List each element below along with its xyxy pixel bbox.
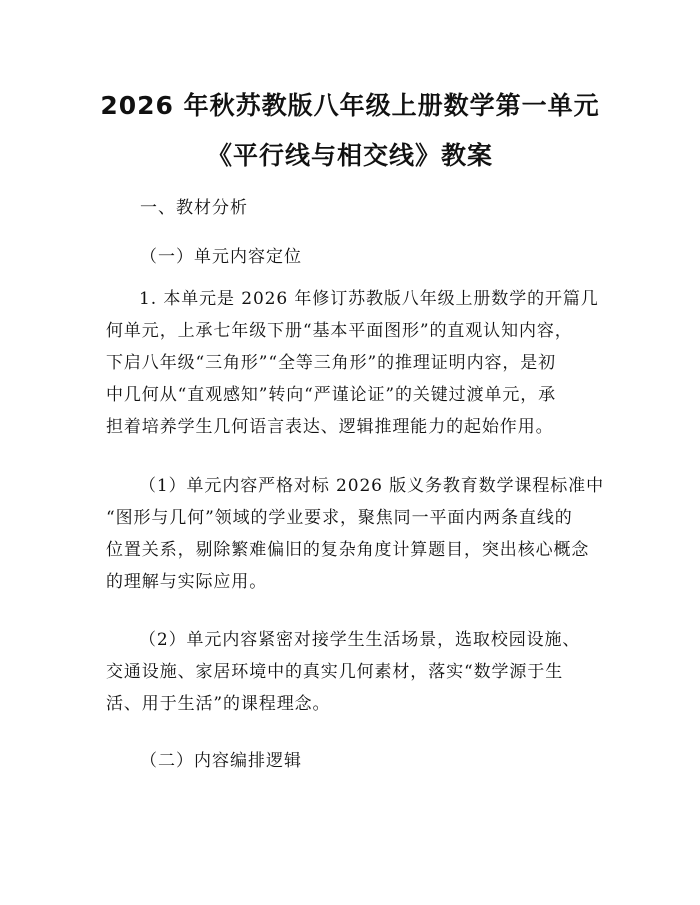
paragraph-line: （2）单元内容紧密对接学生生活场景，选取校园设施、: [139, 630, 581, 650]
paragraph-line: （1）单元内容严格对标 2026 版义务教育数学课程标准中: [139, 476, 604, 496]
paragraph-line: 1. 本单元是 2026 年修订苏教版八年级上册数学的开篇几: [139, 289, 599, 309]
paragraph-line: 中几何从“直观感知”转向“严谨论证”的关键过渡单元，承: [106, 385, 557, 405]
paragraph-line: 的理解与实际应用。: [106, 572, 268, 592]
subsection-heading-content-arrangement: （二）内容编排逻辑: [140, 751, 302, 771]
paragraph-line: 活、用于生活”的课程理念。: [106, 694, 331, 714]
paragraph-line: 交通设施、家居环境中的真实几何素材，落实“数学源于生: [106, 662, 564, 682]
section-heading-textbook-analysis: 一、教材分析: [140, 198, 248, 218]
paragraph-line: “图形与几何”领域的学业要求，聚焦同一平面内两条直线的: [106, 508, 573, 528]
paragraph-line: 位置关系，剔除繁难偏旧的复杂角度计算题目，突出核心概念: [106, 540, 590, 560]
paragraph-line: 下启八年级“三角形”“全等三角形”的推理证明内容，是初: [106, 353, 557, 373]
subsection-heading-unit-positioning: （一）单元内容定位: [140, 247, 302, 267]
paragraph-line: 何单元，上承七年级下册“基本平面图形”的直观认知内容，: [106, 321, 573, 341]
paragraph-life-connection: [106, 624, 606, 720]
paragraph-line: 担着培养学生几何语言表达、逻辑推理能力的起始作用。: [106, 417, 554, 437]
document-title-line-2: 《平行线与相交线》教案: [206, 141, 493, 170]
paragraph-curriculum-alignment: [106, 470, 606, 598]
paragraph-unit-overview: [106, 283, 606, 443]
document-title-line-1: 2026 年秋苏教版八年级上册数学第一单元: [100, 91, 600, 120]
